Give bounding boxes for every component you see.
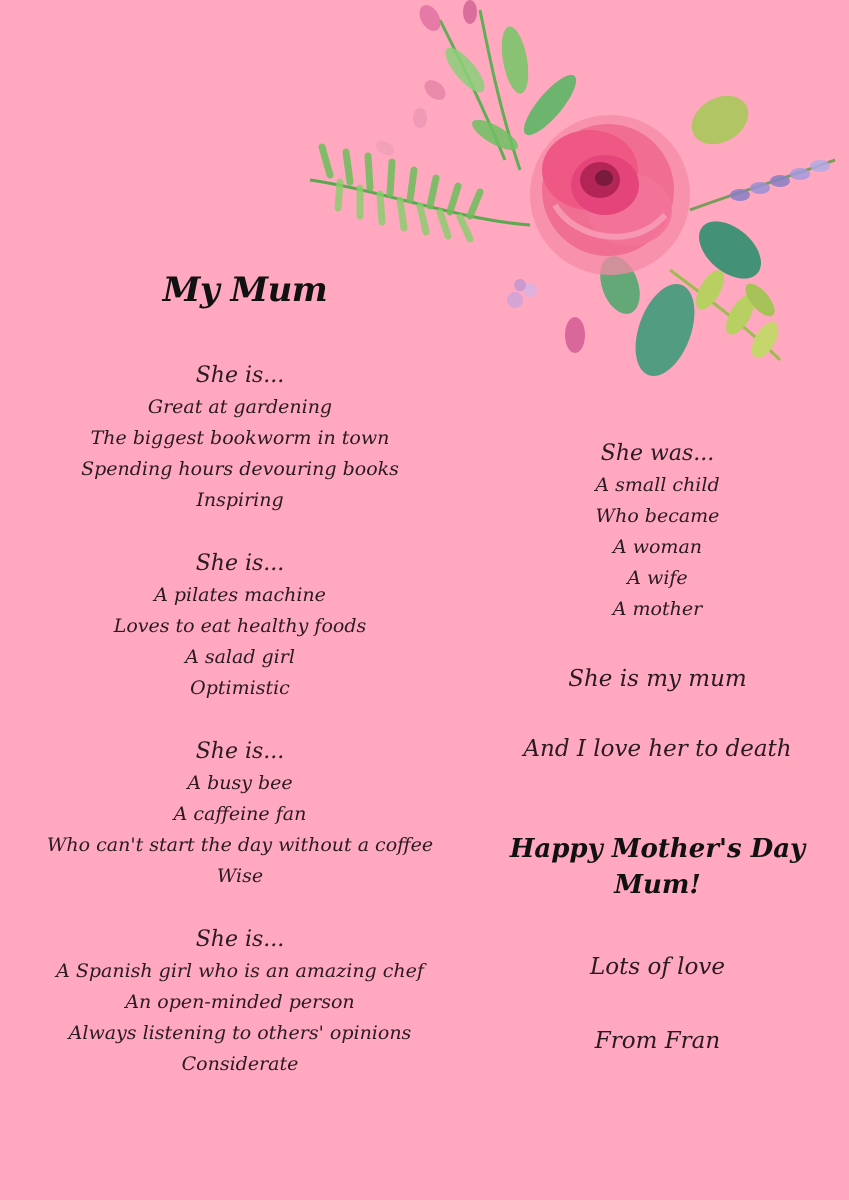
greeting-line-1: Happy Mother's Day <box>509 834 806 864</box>
stanza-line: A busy bee <box>187 772 293 794</box>
stanza-line: A pilates machine <box>154 584 326 606</box>
stanza-heading: She is... <box>195 927 285 952</box>
stanza-line: Who became <box>595 505 720 527</box>
spacer <box>470 695 845 733</box>
stanza-line: Who can't start the day without a coffee <box>46 834 434 856</box>
stanza-line: Optimistic <box>190 677 290 699</box>
stanza-line: A Spanish girl who is an amazing chef <box>56 960 424 982</box>
stanza-she-was <box>470 438 845 625</box>
stanza-line: Inspiring <box>196 489 284 511</box>
she-is-my-mum-line: She is my mum <box>568 666 747 692</box>
stanza-line: A small child <box>595 474 720 496</box>
stanza-line: A salad girl <box>185 646 295 668</box>
stanza-line: Always listening to others' opinions <box>68 1022 412 1044</box>
closing-line: Lots of love <box>590 954 725 980</box>
stanza-2 <box>40 548 440 704</box>
stanza-1 <box>40 360 440 516</box>
stanza-line: A caffeine fan <box>173 803 307 825</box>
stanza-3 <box>40 736 440 892</box>
lavender-sprig <box>690 160 835 210</box>
stanza-line: A mother <box>612 598 703 620</box>
stanza-heading: She is... <box>195 551 285 576</box>
stanza-4 <box>40 924 440 1080</box>
stanza-line: The biggest bookworm in town <box>90 427 390 449</box>
stanza-line: A wife <box>627 567 688 589</box>
spacer <box>470 625 845 663</box>
stanza-line: Considerate <box>181 1053 299 1075</box>
stanza-heading: She is... <box>195 363 285 388</box>
stanza-line: Spending hours devouring books <box>81 458 399 480</box>
stanza-heading: She is... <box>195 739 285 764</box>
greeting-line-2: Mum! <box>614 870 701 900</box>
left-column <box>40 360 440 1112</box>
love-line: And I love her to death <box>523 736 792 762</box>
signature-line: From Fran <box>594 1028 721 1054</box>
stanza-line: An open-minded person <box>125 991 355 1013</box>
stanza-line: Great at gardening <box>147 396 333 418</box>
spacer <box>470 983 845 1025</box>
spacer <box>470 903 845 951</box>
stanza-heading: She was... <box>600 441 715 466</box>
poem-title: My Mum <box>162 270 328 310</box>
stanza-line: Wise <box>216 865 264 887</box>
spacer <box>470 765 845 831</box>
floral-bouquet-illustration <box>290 0 849 400</box>
rose-icon <box>530 115 690 275</box>
right-column <box>470 438 845 1057</box>
stanza-line: Loves to eat healthy foods <box>113 615 367 637</box>
stanza-line: A woman <box>612 536 703 558</box>
